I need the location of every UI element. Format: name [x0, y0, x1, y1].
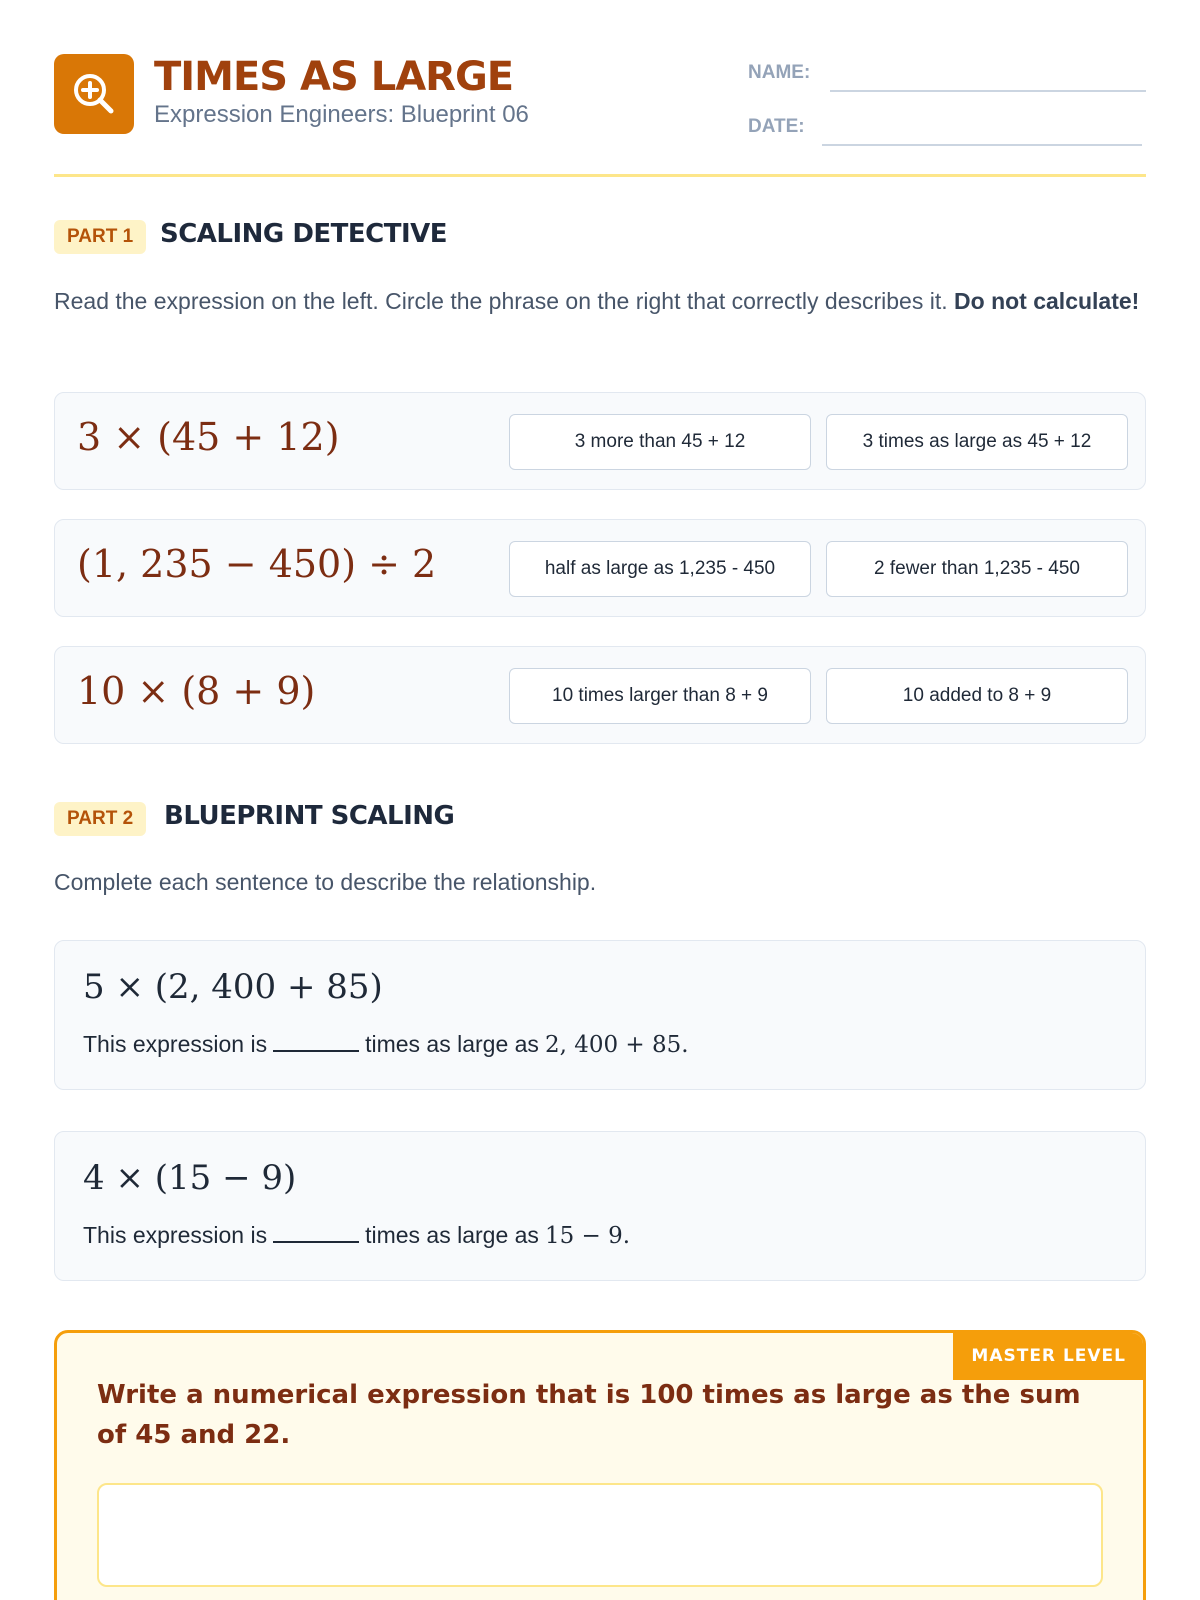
scaling-item	[54, 940, 1146, 1090]
part2-instructions: Complete each sentence to describe the relationship.	[54, 869, 597, 895]
choice-b[interactable]: 2 fewer than 1,235 - 450	[826, 541, 1128, 597]
header-divider	[54, 174, 1146, 177]
scaling-item	[54, 1131, 1146, 1281]
date-field[interactable]	[822, 144, 1142, 146]
detective-row	[54, 392, 1146, 490]
sentence	[83, 1031, 689, 1058]
worksheet-header	[54, 54, 1146, 178]
answer-blank[interactable]	[273, 1050, 359, 1052]
master-answer-box[interactable]	[97, 1483, 1103, 1587]
choice-a[interactable]: half as large as 1,235 - 450	[509, 541, 811, 597]
choice-a[interactable]: 10 times larger than 8 + 9	[509, 668, 811, 724]
master-level-card	[54, 1330, 1146, 1600]
master-question: Write a numerical expression that is 100 times as large as the sum of 45 and 22.	[97, 1380, 1081, 1450]
sentence-end: times as large as	[365, 1031, 539, 1057]
date-label: DATE:	[748, 116, 805, 137]
reference-expression: 2, 400 + 85.	[544, 1032, 689, 1058]
reference-expression: 15 − 9.	[544, 1223, 631, 1249]
answer-blank[interactable]	[273, 1241, 359, 1243]
part1-instructions-text: Read the expression on the left. Circle the phrase on the right that correctly describes it.	[54, 288, 948, 314]
sentence-end: times as large as	[365, 1222, 539, 1248]
page-subtitle: Expression Engineers: Blueprint 06	[154, 101, 529, 128]
choice-b[interactable]: 3 times as large as 45 + 12	[826, 414, 1128, 470]
logo	[54, 54, 134, 134]
page-title: TIMES AS LARGE	[154, 54, 514, 100]
detective-row	[54, 646, 1146, 744]
part1-title: SCALING DETECTIVE	[160, 219, 448, 249]
detective-row	[54, 519, 1146, 617]
name-label: NAME:	[748, 62, 811, 83]
expression: 5 × (2, 400 + 85)	[83, 967, 383, 1007]
part2-badge: PART 2	[54, 802, 146, 836]
choice-b[interactable]: 10 added to 8 + 9	[826, 668, 1128, 724]
part1-badge: PART 1	[54, 220, 146, 254]
choice-a[interactable]: 3 more than 45 + 12	[509, 414, 811, 470]
zoom-in-icon	[69, 69, 119, 119]
expression: (1, 235 − 450) ÷ 2	[77, 542, 437, 586]
sentence	[83, 1222, 630, 1249]
sentence-start: This expression is	[83, 1222, 268, 1248]
part2-title: BLUEPRINT SCALING	[164, 801, 455, 831]
part1-instructions-bold: Do not calculate!	[954, 288, 1140, 314]
expression: 3 × (45 + 12)	[77, 415, 340, 459]
expression: 10 × (8 + 9)	[77, 669, 316, 713]
master-level-tag: MASTER LEVEL	[953, 1332, 1144, 1380]
sentence-start: This expression is	[83, 1031, 268, 1057]
expression: 4 × (15 − 9)	[83, 1158, 297, 1198]
name-field[interactable]	[830, 90, 1146, 92]
part1-instructions	[54, 284, 1146, 318]
